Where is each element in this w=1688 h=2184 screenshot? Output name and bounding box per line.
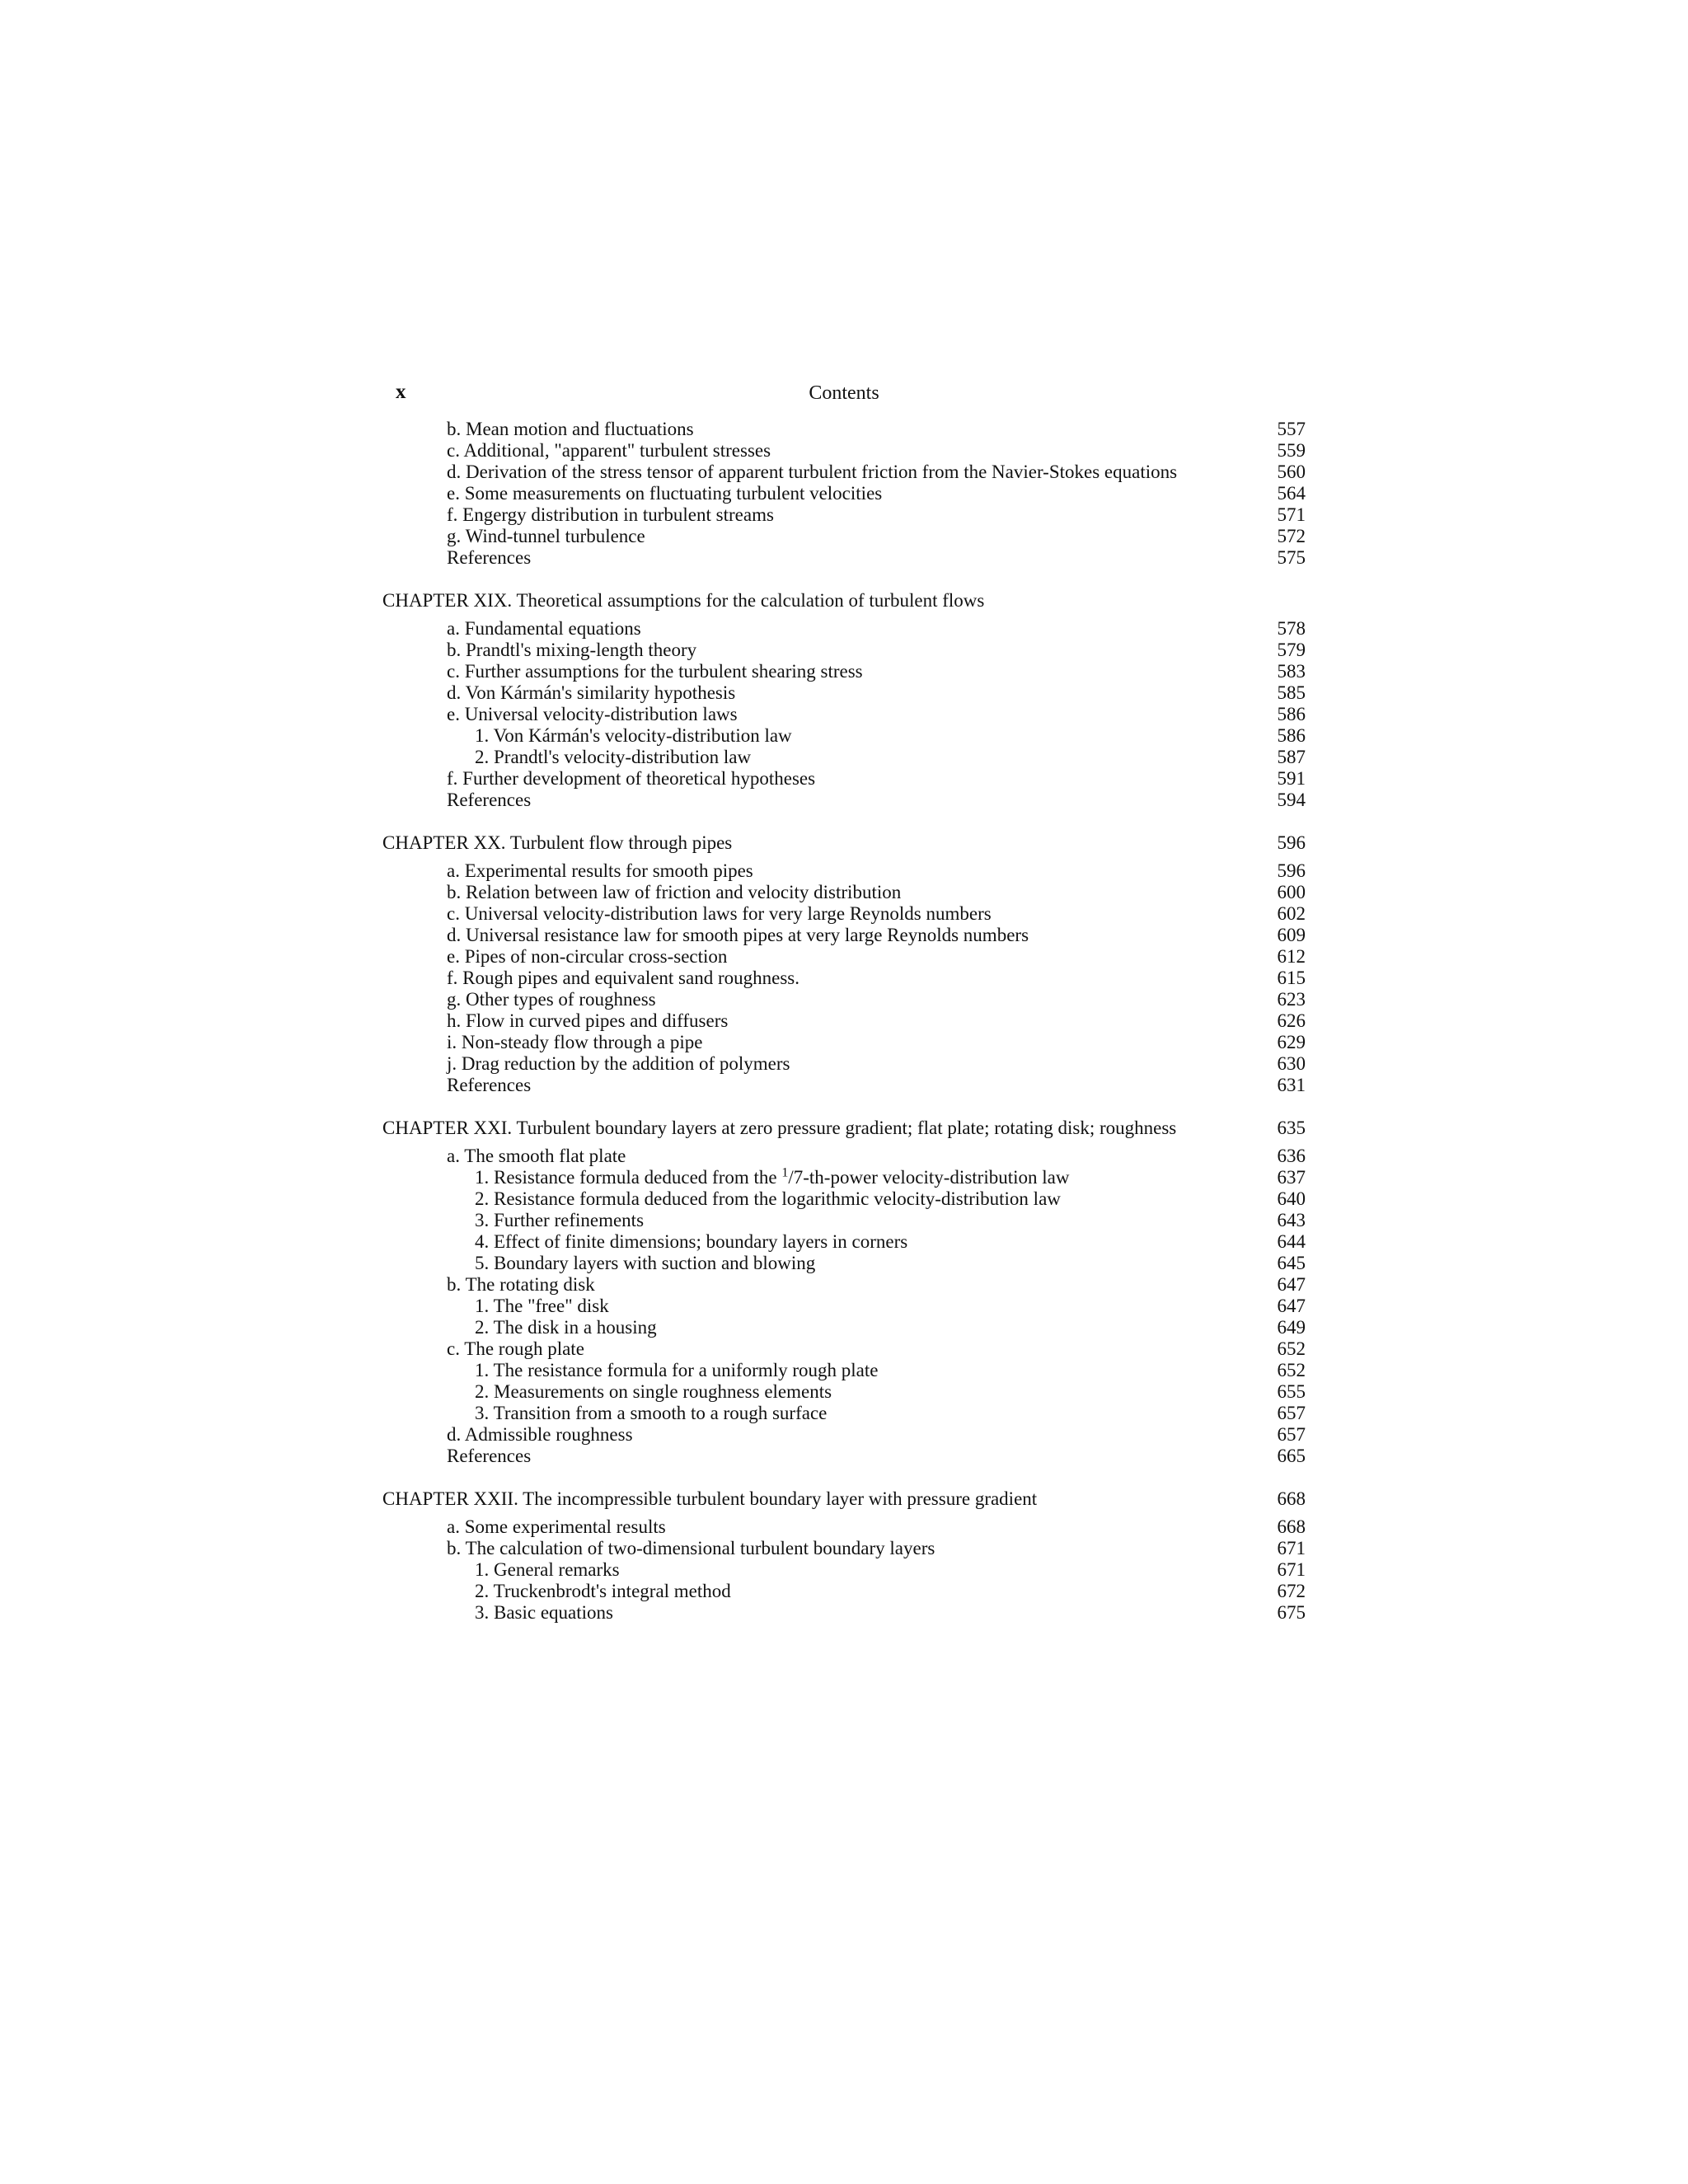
toc-section-entry: [382, 483, 1306, 504]
toc-entry-title: 1. General remarks: [475, 1559, 620, 1580]
toc-entry-title: f. Further development of theoretical hypotheses: [447, 768, 816, 789]
toc-entry-page: 583: [1277, 661, 1306, 682]
toc-entry-page: 586: [1277, 725, 1306, 746]
toc-subsection-entry: [382, 1296, 1306, 1317]
toc-section-entry: [382, 946, 1306, 968]
toc-subsection-entry: [382, 1253, 1306, 1274]
toc-entry-page: 645: [1277, 1253, 1306, 1273]
toc-entry-page: 640: [1277, 1188, 1306, 1209]
toc-subsection-entry: [382, 1231, 1306, 1253]
toc-entry-title: d. Derivation of the stress tensor of apparent turbulent friction from the Navier-Stokes equations: [447, 462, 1178, 482]
toc-entry-page: 637: [1277, 1167, 1306, 1188]
toc-references-entry: [382, 1446, 1306, 1467]
toc-entry-page: 675: [1277, 1602, 1306, 1623]
toc-entry-page: 636: [1277, 1146, 1306, 1166]
toc-subsection-entry: [382, 1559, 1306, 1581]
toc-section-entry: [382, 1516, 1306, 1538]
toc-entry-title: 2. The disk in a housing: [475, 1317, 657, 1338]
toc-entry-page: 649: [1277, 1317, 1306, 1338]
toc-entry-page: 596: [1277, 832, 1306, 853]
toc-entry-title: 2. Resistance formula deduced from the logarithmic velocity-distribution law: [475, 1188, 1061, 1209]
toc-entry-page: 655: [1277, 1381, 1306, 1402]
toc-entry-title: a. Fundamental equations: [447, 618, 641, 639]
toc-section-entry: [382, 661, 1306, 682]
toc-entry-page: 630: [1277, 1053, 1306, 1074]
toc-entry-title: c. Further assumptions for the turbulent shearing stress: [447, 661, 863, 682]
toc-entry-title: CHAPTER XIX. Theoretical assumptions for the calculation of turbulent flows: [382, 590, 985, 611]
toc-references-entry: [382, 790, 1306, 811]
toc-entry-page: 557: [1277, 419, 1306, 439]
toc-entry-title: a. Some experimental results: [447, 1516, 666, 1537]
toc-entry-title: c. Additional, "apparent" turbulent stresses: [447, 440, 771, 461]
toc-chapter-heading: [382, 1118, 1306, 1139]
toc-subsection-entry: [382, 1317, 1306, 1338]
toc-entry-title: 1. Von Kármán's velocity-distribution law: [475, 725, 792, 746]
toc-entry-title: References: [447, 547, 532, 568]
toc-chapter-heading: [382, 1488, 1306, 1510]
toc-entry-page: 571: [1277, 504, 1306, 525]
toc-entry-title: d. Universal resistance law for smooth pipes at very large Reynolds numbers: [447, 925, 1029, 945]
toc-entry-page: 668: [1277, 1516, 1306, 1537]
table-of-contents: [382, 419, 1306, 1624]
toc-entry-title: References: [447, 1446, 532, 1466]
toc-section-entry: [382, 1010, 1306, 1032]
toc-entry-title: 2. Measurements on single roughness elements: [475, 1381, 832, 1402]
toc-entry-title: b. Prandtl's mixing-length theory: [447, 640, 697, 660]
toc-entry-page: 609: [1277, 925, 1306, 945]
toc-section-entry: [382, 704, 1306, 725]
toc-entry-page: 671: [1277, 1559, 1306, 1580]
toc-entry-page: 665: [1277, 1446, 1306, 1466]
toc-entry-title: d. Admissible roughness: [447, 1424, 633, 1445]
toc-entry-title: 1. The "free" disk: [475, 1296, 609, 1316]
toc-subsection-entry: [382, 1188, 1306, 1210]
toc-entry-title: f. Engergy distribution in turbulent streams: [447, 504, 774, 525]
toc-entry-title: CHAPTER XXII. The incompressible turbulent boundary layer with pressure gradient: [382, 1488, 1038, 1509]
toc-chapter-heading: [382, 590, 1306, 612]
toc-entry-title: 5. Boundary layers with suction and blowing: [475, 1253, 816, 1273]
toc-section-entry: [382, 768, 1306, 790]
toc-entry-page: 643: [1277, 1210, 1306, 1230]
toc-entry-title: g. Wind-tunnel turbulence: [447, 526, 645, 546]
toc-section-entry: [382, 1053, 1306, 1075]
toc-entry-page: 635: [1277, 1118, 1306, 1138]
toc-entry-title: d. Von Kármán's similarity hypothesis: [447, 682, 736, 703]
toc-entry-title: 3. Basic equations: [475, 1602, 613, 1623]
toc-entry-page: 564: [1277, 483, 1306, 504]
toc-references-entry: [382, 547, 1306, 569]
toc-entry-title: g. Other types of roughness: [447, 989, 656, 1010]
toc-section-entry: [382, 1032, 1306, 1053]
toc-section-entry: [382, 925, 1306, 946]
page-title: Contents: [809, 382, 879, 404]
toc-subsection-entry: [382, 1167, 1306, 1188]
toc-section-entry: [382, 504, 1306, 526]
toc-entry-title-part: 1. Resistance formula deduced from the: [475, 1167, 782, 1188]
toc-entry-page: 585: [1277, 682, 1306, 703]
toc-entry-page: 652: [1277, 1338, 1306, 1359]
toc-entry-title: e. Pipes of non-circular cross-section: [447, 946, 728, 967]
toc-subsection-entry: [382, 1602, 1306, 1624]
toc-entry-page: 652: [1277, 1360, 1306, 1380]
toc-entry-page: 602: [1277, 903, 1306, 924]
toc-subsection-entry: [382, 747, 1306, 768]
toc-entry-page: 591: [1277, 768, 1306, 789]
toc-section-entry: [382, 526, 1306, 547]
toc-entry-page: 575: [1277, 547, 1306, 568]
toc-entry-page: 626: [1277, 1010, 1306, 1031]
toc-section-entry: [382, 1424, 1306, 1446]
toc-entry-title: 2. Truckenbrodt's integral method: [475, 1581, 731, 1601]
toc-entry-page: 600: [1277, 882, 1306, 902]
toc-entry-title: j. Drag reduction by the addition of polymers: [447, 1053, 790, 1074]
toc-subsection-entry: [382, 1403, 1306, 1424]
toc-entry-page: 559: [1277, 440, 1306, 461]
toc-chapter-heading: [382, 832, 1306, 854]
toc-entry-page: 668: [1277, 1488, 1306, 1509]
toc-section-entry: [382, 1338, 1306, 1360]
toc-entry-title: 3. Further refinements: [475, 1210, 645, 1230]
toc-section-entry: [382, 989, 1306, 1010]
toc-entry-page: 578: [1277, 618, 1306, 639]
toc-entry-page: 671: [1277, 1538, 1306, 1558]
contents-page: [382, 381, 1306, 1624]
toc-entry-page: 594: [1277, 790, 1306, 810]
toc-entry-title: CHAPTER XXI. Turbulent boundary layers at zero pressure gradient; flat plate; rotating disk; roughness: [382, 1118, 1177, 1138]
toc-entry-page: 579: [1277, 640, 1306, 660]
toc-section-entry: [382, 462, 1306, 483]
toc-subsection-entry: [382, 1381, 1306, 1403]
toc-subsection-entry: [382, 1210, 1306, 1231]
toc-entry-page: 596: [1277, 860, 1306, 881]
toc-entry-page: 647: [1277, 1296, 1306, 1316]
toc-section-entry: [382, 1538, 1306, 1559]
toc-subsection-entry: [382, 725, 1306, 747]
toc-entry-title: a. The smooth flat plate: [447, 1146, 626, 1166]
toc-entry-title: f. Rough pipes and equivalent sand roughness.: [447, 968, 799, 988]
toc-entry-title: e. Some measurements on fluctuating turbulent velocities: [447, 483, 883, 504]
toc-entry-page: 612: [1277, 946, 1306, 967]
toc-section-entry: [382, 1274, 1306, 1296]
toc-entry-title: b. The calculation of two-dimensional turbulent boundary layers: [447, 1538, 935, 1558]
toc-entry-page: 647: [1277, 1274, 1306, 1295]
toc-entry-title: 3. Transition from a smooth to a rough surface: [475, 1403, 828, 1423]
toc-entry-title: b. Relation between law of friction and velocity distribution: [447, 882, 902, 902]
toc-entry-title: References: [447, 790, 532, 810]
toc-entry-page: 657: [1277, 1403, 1306, 1423]
toc-entry-title: [475, 1167, 1248, 1188]
toc-entry-page: 629: [1277, 1032, 1306, 1052]
toc-entry-title: References: [447, 1075, 532, 1095]
toc-subsection-entry: [382, 1360, 1306, 1381]
toc-entry-page: 644: [1277, 1231, 1306, 1252]
toc-section-entry: [382, 968, 1306, 989]
toc-section-entry: [382, 903, 1306, 925]
toc-entry-page: 657: [1277, 1424, 1306, 1445]
toc-entry-page: 623: [1277, 989, 1306, 1010]
toc-entry-title: e. Universal velocity-distribution laws: [447, 704, 738, 724]
toc-entry-title: b. Mean motion and fluctuations: [447, 419, 694, 439]
toc-entry-title-part: /7-th-power velocity-distribution law: [788, 1167, 1070, 1188]
toc-section-entry: [382, 682, 1306, 704]
toc-section-entry: [382, 640, 1306, 661]
toc-entry-title: CHAPTER XX. Turbulent flow through pipes: [382, 832, 733, 853]
toc-section-entry: [382, 882, 1306, 903]
superscript: 1: [781, 1165, 789, 1180]
toc-entry-page: 672: [1277, 1581, 1306, 1601]
toc-entry-title: 4. Effect of finite dimensions; boundary layers in corners: [475, 1231, 908, 1252]
page-number: x: [396, 381, 406, 403]
toc-entry-title: a. Experimental results for smooth pipes: [447, 860, 753, 881]
toc-section-entry: [382, 440, 1306, 462]
toc-entry-page: 587: [1277, 747, 1306, 767]
toc-entry-page: 560: [1277, 462, 1306, 482]
toc-entry-title: c. Universal velocity-distribution laws for very large Reynolds numbers: [447, 903, 992, 924]
toc-section-entry: [382, 618, 1306, 640]
toc-references-entry: [382, 1075, 1306, 1096]
running-head: [382, 381, 1306, 414]
toc-entry-page: 631: [1277, 1075, 1306, 1095]
toc-subsection-entry: [382, 1581, 1306, 1602]
toc-section-entry: [382, 419, 1306, 440]
toc-entry-page: 572: [1277, 526, 1306, 546]
toc-section-entry: [382, 1146, 1306, 1167]
toc-entry-title: h. Flow in curved pipes and diffusers: [447, 1010, 729, 1031]
toc-entry-title: i. Non-steady flow through a pipe: [447, 1032, 703, 1052]
toc-entry-title: b. The rotating disk: [447, 1274, 595, 1295]
toc-entry-title: 1. The resistance formula for a uniformly rough plate: [475, 1360, 879, 1380]
toc-entry-page: 586: [1277, 704, 1306, 724]
toc-entry-page: 615: [1277, 968, 1306, 988]
toc-section-entry: [382, 860, 1306, 882]
toc-entry-title: c. The rough plate: [447, 1338, 584, 1359]
toc-entry-title: 2. Prandtl's velocity-distribution law: [475, 747, 752, 767]
